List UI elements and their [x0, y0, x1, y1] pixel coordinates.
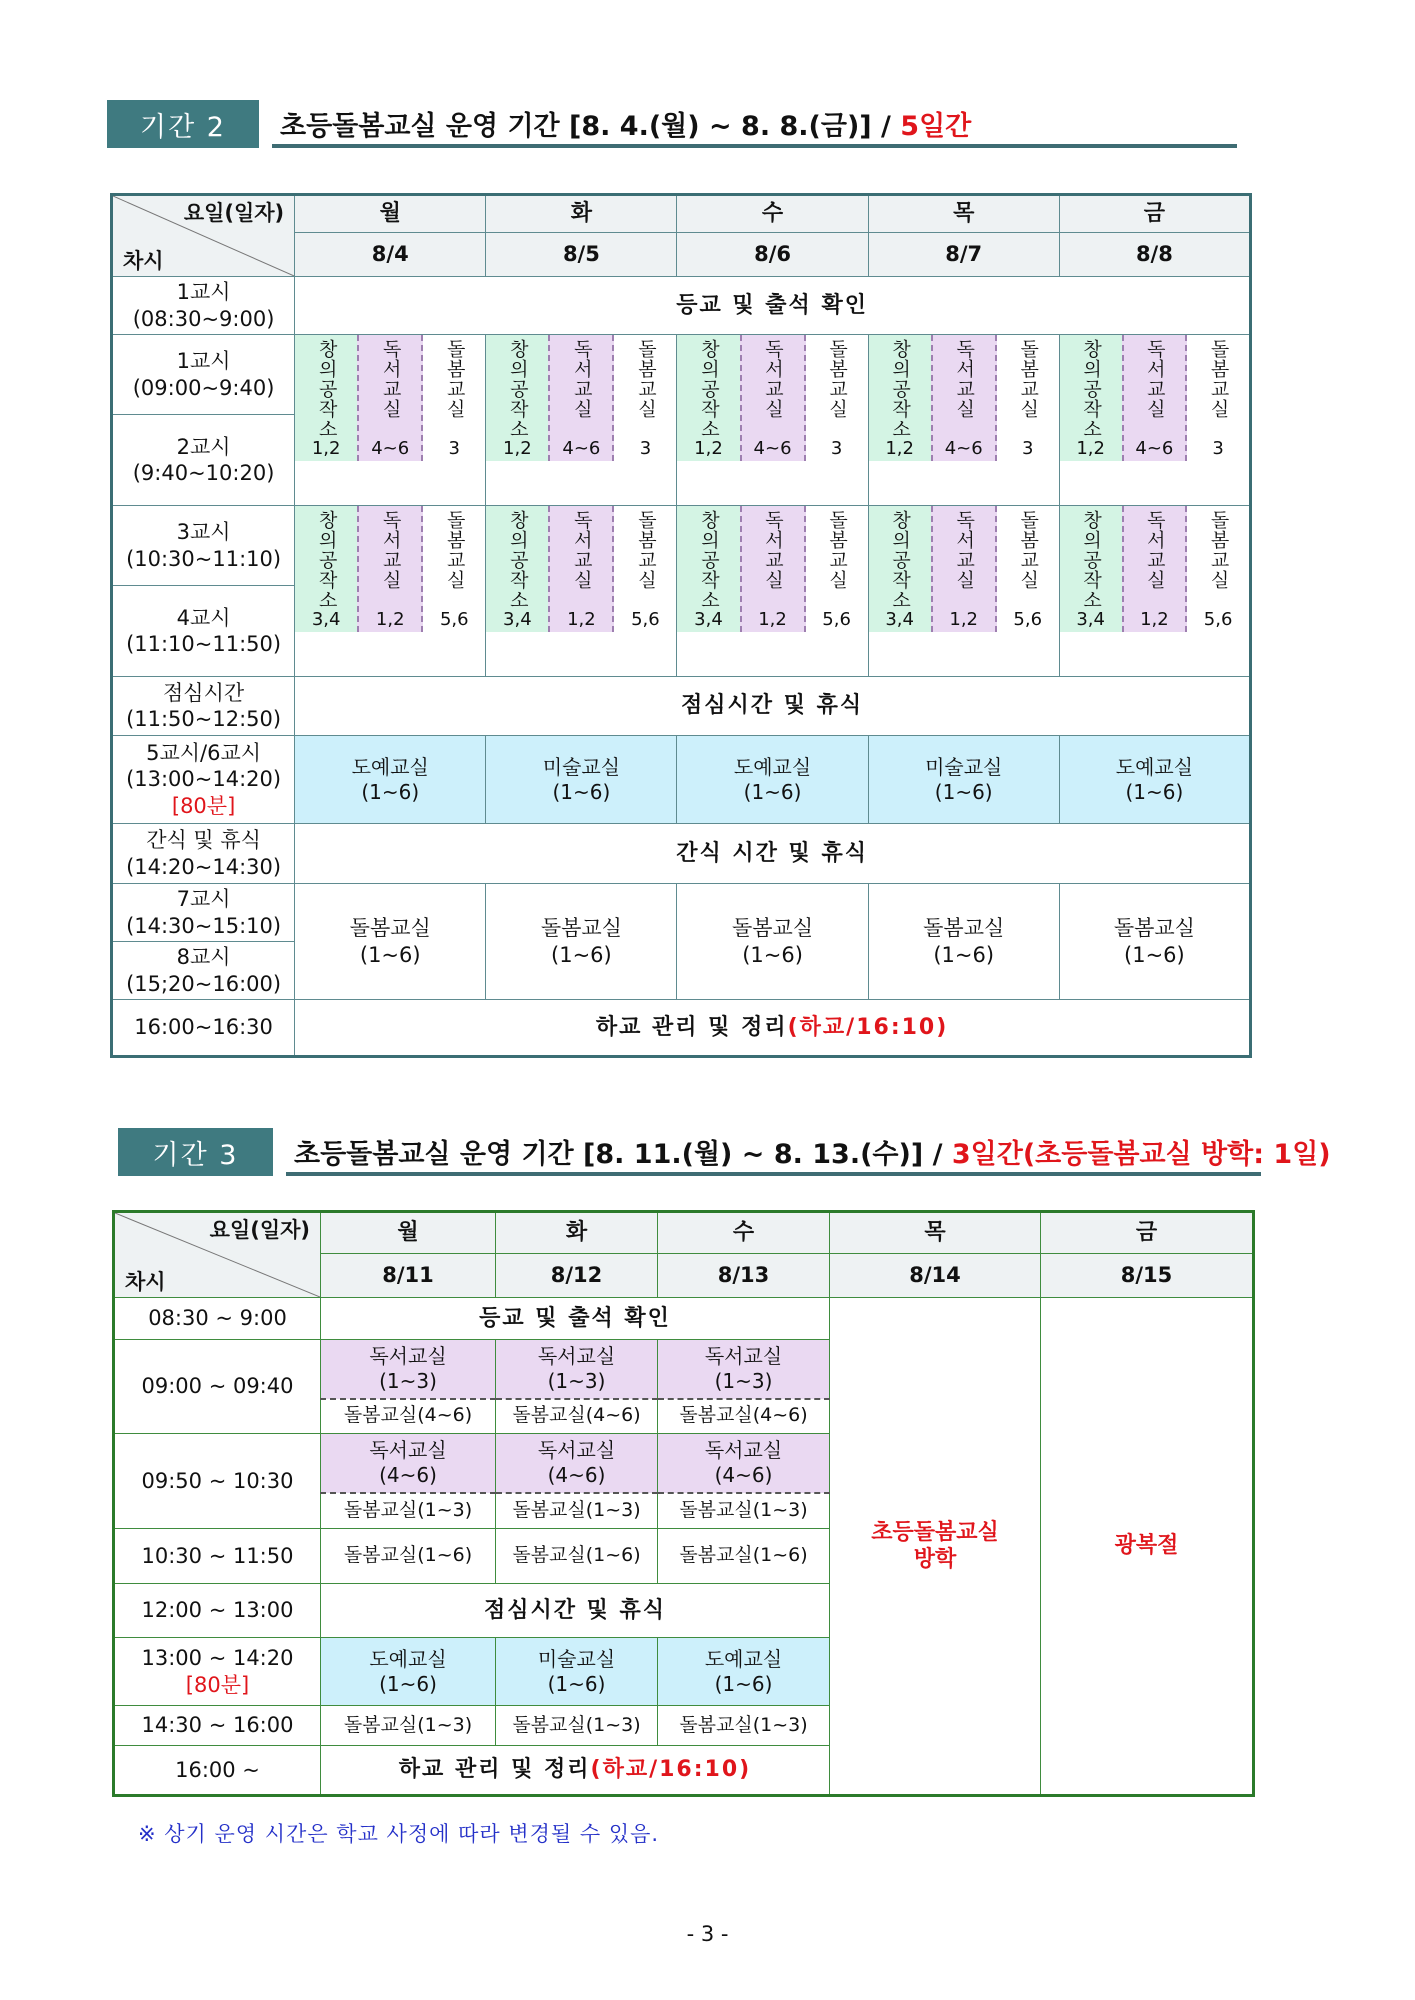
period2-corner-cell — [112, 195, 295, 277]
activity-grades: 3 — [1022, 438, 1034, 459]
holiday-text: 광복절 — [1114, 1533, 1179, 1559]
period3-title-sep: / — [923, 1139, 952, 1170]
activity-grades: 3,4 — [311, 609, 341, 630]
activity-subcolumn — [614, 506, 676, 632]
activity-name-vertical: 독서교실 — [379, 339, 402, 419]
room-grades: (1~3) — [379, 1368, 437, 1393]
row-label-period1 — [112, 335, 295, 415]
room-grades: (4~6) — [547, 1462, 606, 1487]
morning-block-b — [677, 506, 868, 677]
date-header: 8/14 — [830, 1254, 1041, 1298]
dismissal-cell — [295, 1000, 1251, 1057]
duration-label: [80분] — [185, 1672, 250, 1697]
period3-schedule-table — [112, 1210, 1255, 1797]
activity-grades: 3 — [639, 438, 652, 459]
care-room-cell: 돌봄교실(4~6) — [321, 1399, 496, 1434]
room-name: 미술교실 — [537, 1646, 616, 1671]
row-label-snack — [112, 824, 295, 884]
period2-underline — [272, 144, 1237, 148]
activity-grades: 3,4 — [885, 609, 914, 630]
row-label-period5-6 — [112, 736, 295, 824]
period3-header — [118, 1128, 1331, 1176]
row-label-dismissal: 16:00~16:30 — [112, 1000, 295, 1057]
activity-grades: 1,2 — [503, 438, 532, 459]
activity-name-vertical: 창의공작소 — [506, 339, 529, 439]
afternoon-room-cell — [295, 736, 486, 824]
period3-days: 3일간(초등돌봄교실 방학: 1일) — [951, 1139, 1331, 1170]
activity-grades: 4~6 — [944, 438, 983, 459]
activity-grades: 3 — [1212, 438, 1224, 459]
label-line: 2교시 — [176, 434, 231, 459]
activity-name-vertical: 독서교실 — [1143, 510, 1166, 590]
afternoon-room-cell — [868, 736, 1059, 824]
room-grades: (4~6) — [379, 1462, 437, 1487]
activity-subcolumn — [423, 335, 485, 461]
label-line: 1교시 — [176, 349, 231, 374]
room-name: 도예교실 — [733, 754, 812, 779]
date-header: 8/6 — [677, 233, 868, 277]
activity-subcolumn — [740, 335, 806, 461]
subcolumn-group — [677, 506, 867, 632]
date-header: 8/13 — [658, 1254, 830, 1298]
activity-grades: 1,2 — [375, 609, 405, 630]
activity-subcolumn — [423, 506, 485, 632]
room-name: 독서교실 — [369, 1437, 447, 1462]
activity-grades: 5,6 — [631, 609, 660, 630]
room-grades: (1~6) — [1124, 942, 1185, 967]
weekday-header: 월 — [321, 1212, 496, 1254]
row-label-period4 — [112, 586, 295, 677]
room-grades: (4~6) — [714, 1462, 773, 1487]
afternoon-room-cell — [486, 736, 677, 824]
activity-name-vertical: 돌봄교실 — [634, 510, 657, 590]
activity-grades: 4~6 — [562, 438, 601, 459]
subcolumn-group — [869, 335, 1059, 461]
room-grades: (1~6) — [361, 779, 420, 804]
morning-block-b — [1059, 506, 1250, 677]
room-name: 돌봄교실 — [540, 916, 622, 941]
subcolumn-group — [295, 335, 485, 461]
activity-grades: 1,2 — [1076, 438, 1105, 459]
thursday-break-cell — [830, 1298, 1041, 1796]
duration-label: [80분] — [171, 793, 236, 818]
period3-title-text: 초등돌봄교실 운영 기간 [8. 11.(월) ~ 8. 13.(수)] — [294, 1139, 924, 1170]
activity-subcolumn — [1122, 506, 1188, 632]
activity-name-vertical: 돌봄교실 — [826, 339, 849, 419]
activity-grades: 4~6 — [371, 438, 410, 459]
activity-grades: 5,6 — [1013, 609, 1043, 630]
activity-name-vertical: 독서교실 — [570, 510, 593, 590]
room-name: 독서교실 — [537, 1437, 616, 1462]
activity-subcolumn — [295, 506, 357, 632]
room-grades: (1~6) — [359, 942, 421, 967]
weekday-header: 금 — [1041, 1212, 1254, 1254]
activity-grades: 1,2 — [758, 609, 787, 630]
period2-header — [107, 100, 1237, 148]
activity-grades: 1,2 — [694, 438, 723, 459]
activity-subcolumn — [357, 506, 423, 632]
dismissal-cell — [321, 1746, 830, 1796]
room-name: 도예교실 — [351, 754, 429, 779]
subcolumn-group — [1060, 335, 1249, 461]
room-grades: (1~6) — [547, 1671, 606, 1696]
activity-name-vertical: 돌봄교실 — [1017, 339, 1040, 419]
activity-grades: 5,6 — [1203, 609, 1233, 630]
lunch-cell: 점심시간 및 휴식 — [295, 677, 1251, 736]
room-name: 미술교실 — [925, 754, 1003, 779]
room-grades: (1~3) — [714, 1368, 773, 1393]
label-line: (9:40~10:20) — [132, 461, 275, 485]
activity-name-vertical: 독서교실 — [953, 510, 976, 590]
row-label-lunch — [112, 677, 295, 736]
morning-block-b — [486, 506, 677, 677]
care-room-cell: 돌봄교실(4~6) — [658, 1399, 830, 1434]
row-label-period2 — [112, 415, 295, 506]
label-line: (14:20~14:30) — [126, 854, 282, 879]
activity-name-vertical: 창의공작소 — [315, 339, 338, 439]
activity-subcolumn — [295, 335, 357, 461]
room-name: 독서교실 — [704, 1343, 783, 1368]
dismissal-text: 하교 관리 및 정리 — [595, 1014, 788, 1040]
activity-name-vertical: 돌봄교실 — [1207, 339, 1230, 419]
label-line: (11:10~11:50) — [126, 632, 282, 656]
care-room-cell — [868, 884, 1059, 1000]
activity-subcolumn — [997, 335, 1059, 461]
activity-grades: 1,2 — [1140, 609, 1169, 630]
date-header: 8/5 — [486, 233, 677, 277]
care-room-cell — [1059, 884, 1250, 1000]
room-name: 도예교실 — [1115, 754, 1194, 779]
activity-subcolumn — [806, 335, 868, 461]
weekday-header: 목 — [830, 1212, 1041, 1254]
period2-days: 5일간 — [900, 111, 972, 142]
room-grades: (1~6) — [933, 942, 995, 967]
label-line: (11:50~12:50) — [126, 707, 282, 731]
dismissal-text: 하교 관리 및 정리 — [398, 1757, 591, 1783]
label-line: 13:00 ~ 14:20 — [141, 1646, 294, 1671]
label-line: 1교시 — [176, 280, 231, 305]
afternoon-room-cell — [496, 1638, 658, 1706]
care-room-cell: 돌봄교실(1~3) — [496, 1706, 658, 1746]
activity-name-vertical: 독서교실 — [953, 339, 976, 419]
care-room-cell: 돌봄교실(1~3) — [658, 1493, 830, 1529]
subcolumn-group — [869, 506, 1059, 632]
room-grades: (1~3) — [547, 1368, 606, 1393]
activity-subcolumn — [614, 335, 676, 461]
activity-name-vertical: 돌봄교실 — [1017, 510, 1040, 590]
label-line: 4교시 — [176, 605, 231, 630]
period2-title-sep: / — [871, 111, 901, 142]
activity-subcolumn — [548, 506, 614, 632]
activity-name-vertical: 돌봄교실 — [443, 339, 466, 419]
activity-subcolumn — [357, 335, 423, 461]
label-line: (13:00~14:20) — [126, 767, 282, 792]
activity-grades: 1,2 — [885, 438, 914, 459]
subcolumn-group — [486, 335, 676, 461]
weekday-header: 금 — [1059, 195, 1250, 233]
row-label-0900: 09:00 ~ 09:40 — [114, 1340, 321, 1434]
period2-title — [280, 104, 971, 143]
subcolumn-group — [677, 335, 867, 461]
care-room-cell: 돌봄교실(1~3) — [321, 1493, 496, 1529]
activity-grades: 4~6 — [1135, 438, 1174, 459]
room-grades: (1~6) — [934, 779, 993, 804]
room-name: 돌봄교실 — [731, 916, 814, 941]
activity-subcolumn — [740, 506, 806, 632]
dismissal-time: (하교/16:10) — [787, 1014, 949, 1040]
activity-grades: 3 — [448, 438, 460, 459]
activity-subcolumn — [997, 506, 1059, 632]
activity-subcolumn — [548, 335, 614, 461]
care-room-cell: 돌봄교실(4~6) — [496, 1399, 658, 1434]
activity-subcolumn — [486, 506, 548, 632]
activity-name-vertical: 독서교실 — [1143, 339, 1166, 419]
activity-subcolumn — [1060, 506, 1122, 632]
activity-name-vertical: 독서교실 — [761, 339, 784, 419]
activity-name-vertical: 창의공작소 — [697, 510, 720, 610]
activity-grades: 3 — [830, 438, 843, 459]
reading-room-cell — [658, 1434, 830, 1493]
morning-block-b — [868, 506, 1059, 677]
activity-name-vertical: 창의공작소 — [889, 339, 912, 439]
activity-name-vertical: 창의공작소 — [506, 510, 529, 610]
activity-name-vertical: 독서교실 — [761, 510, 784, 590]
period2-schedule-table — [110, 193, 1252, 1058]
activity-name-vertical: 돌봄교실 — [634, 339, 657, 419]
date-header: 8/8 — [1059, 233, 1250, 277]
row-label-1030: 10:30 ~ 11:50 — [114, 1529, 321, 1584]
activity-subcolumn — [1122, 335, 1188, 461]
activity-subcolumn — [806, 506, 868, 632]
reading-room-cell — [496, 1340, 658, 1399]
room-grades: (1~6) — [714, 1671, 773, 1696]
period3-underline — [286, 1172, 1261, 1176]
room-grades: (1~6) — [379, 1671, 437, 1696]
subcolumn-group — [486, 506, 676, 632]
date-header: 8/7 — [868, 233, 1059, 277]
activity-subcolumn — [486, 335, 548, 461]
room-grades: (1~6) — [743, 779, 802, 804]
room-name: 돌봄교실 — [349, 916, 431, 941]
room-name: 독서교실 — [369, 1343, 447, 1368]
afternoon-room-cell — [677, 736, 868, 824]
schedule-change-note: ※ 상기 운영 시간은 학교 사정에 따라 변경될 수 있음. — [138, 1822, 660, 1846]
room-name: 돌봄교실 — [1113, 916, 1195, 941]
page-number: - 3 - — [686, 1922, 729, 1946]
room-grades: (1~6) — [1125, 779, 1184, 804]
label-line: 점심시간 — [163, 680, 245, 705]
dismissal-time: (하교/16:10) — [590, 1757, 752, 1783]
room-grades: (1~6) — [742, 942, 803, 967]
break-text: 초등돌봄교실 — [871, 1519, 999, 1545]
care-room-cell — [486, 884, 677, 1000]
date-header: 8/11 — [321, 1254, 496, 1298]
activity-name-vertical: 창의공작소 — [315, 510, 338, 610]
row-label-arrival — [112, 277, 295, 335]
room-grades: (1~6) — [551, 942, 612, 967]
row-label-period3 — [112, 506, 295, 586]
care-room-cell: 돌봄교실(1~6) — [321, 1529, 496, 1584]
room-name: 독서교실 — [704, 1437, 783, 1462]
reading-room-cell — [658, 1340, 830, 1399]
activity-grades: 3,4 — [694, 609, 723, 630]
weekday-header: 목 — [868, 195, 1059, 233]
activity-subcolumn — [677, 506, 739, 632]
room-name: 도예교실 — [369, 1646, 447, 1671]
period2-title-text: 초등돌봄교실 운영 기간 [8. 4.(월) ~ 8. 8.(금)] — [280, 111, 872, 142]
room-name: 미술교실 — [542, 754, 621, 779]
activity-name-vertical: 창의공작소 — [889, 510, 912, 610]
row-label-arrival: 08:30 ~ 9:00 — [114, 1298, 321, 1340]
care-room-cell: 돌봄교실(1~6) — [496, 1529, 658, 1584]
morning-block-a — [677, 335, 868, 506]
afternoon-room-cell — [658, 1638, 830, 1706]
friday-holiday-cell — [1041, 1298, 1254, 1796]
morning-block-a — [486, 335, 677, 506]
label-line: (08:30~9:00) — [132, 306, 275, 331]
arrival-check-cell: 등교 및 출석 확인 — [321, 1298, 830, 1340]
activity-name-vertical: 돌봄교실 — [826, 510, 849, 590]
activity-subcolumn — [869, 335, 931, 461]
period2-tag: 기간 2 — [107, 100, 259, 148]
row-label-period8 — [112, 942, 295, 1000]
care-room-cell: 돌봄교실(1~3) — [658, 1706, 830, 1746]
activity-name-vertical: 독서교실 — [379, 510, 402, 590]
period3-tag: 기간 3 — [118, 1128, 273, 1176]
activity-grades: 1,2 — [949, 609, 979, 630]
care-room-cell: 돌봄교실(1~3) — [321, 1706, 496, 1746]
row-label-period7 — [112, 884, 295, 942]
weekday-header: 수 — [677, 195, 868, 233]
activity-subcolumn — [931, 335, 997, 461]
corner-period-label: 차시 — [123, 248, 164, 273]
snack-cell: 간식 시간 및 휴식 — [295, 824, 1251, 884]
activity-subcolumn — [869, 506, 931, 632]
reading-room-cell — [321, 1434, 496, 1493]
lunch-cell: 점심시간 및 휴식 — [321, 1584, 830, 1638]
activity-grades: 3,4 — [1076, 609, 1105, 630]
label-line: (15;20~16:00) — [126, 971, 282, 996]
date-header: 8/15 — [1041, 1254, 1254, 1298]
activity-subcolumn — [931, 506, 997, 632]
morning-block-b — [295, 506, 486, 677]
label-line: 3교시 — [176, 520, 231, 545]
morning-block-a — [295, 335, 486, 506]
room-name: 돌봄교실 — [923, 916, 1005, 941]
label-line: 8교시 — [176, 945, 231, 970]
room-name: 도예교실 — [704, 1646, 783, 1671]
afternoon-room-cell — [1059, 736, 1250, 824]
weekday-header: 화 — [496, 1212, 658, 1254]
room-grades: (1~6) — [552, 779, 611, 804]
activity-name-vertical: 창의공작소 — [1080, 510, 1103, 610]
activity-name-vertical: 독서교실 — [570, 339, 593, 419]
label-line: 7교시 — [176, 887, 231, 912]
label-line: (09:00~9:40) — [132, 375, 275, 400]
break-text: 방학 — [913, 1547, 957, 1572]
reading-room-cell — [496, 1434, 658, 1493]
subcolumn-group — [1060, 506, 1249, 632]
label-line: (10:30~11:10) — [126, 546, 282, 571]
subcolumn-group — [295, 506, 485, 632]
row-label-1430: 14:30 ~ 16:00 — [114, 1706, 321, 1746]
morning-block-a — [1059, 335, 1250, 506]
activity-subcolumn — [677, 335, 739, 461]
activity-name-vertical: 창의공작소 — [1080, 339, 1103, 439]
label-line: 5교시/6교시 — [146, 741, 262, 766]
period3-corner-cell — [114, 1212, 321, 1298]
date-header: 8/12 — [496, 1254, 658, 1298]
care-room-cell: 돌봄교실(1~3) — [496, 1493, 658, 1529]
label-line: 간식 및 휴식 — [146, 828, 261, 853]
label-line: (14:30~15:10) — [126, 913, 282, 938]
weekday-header: 화 — [486, 195, 677, 233]
corner-period-label: 차시 — [125, 1269, 166, 1294]
period3-title — [294, 1132, 1331, 1171]
morning-block-a — [868, 335, 1059, 506]
activity-grades: 1,2 — [311, 438, 341, 459]
activity-grades: 3,4 — [503, 609, 532, 630]
row-label-0950: 09:50 ~ 10:30 — [114, 1434, 321, 1529]
room-name: 독서교실 — [537, 1343, 616, 1368]
activity-name-vertical: 창의공작소 — [697, 339, 720, 439]
afternoon-room-cell — [321, 1638, 496, 1706]
activity-name-vertical: 돌봄교실 — [443, 510, 466, 590]
corner-weekday-label: 요일(일자) — [209, 1218, 310, 1242]
weekday-header: 수 — [658, 1212, 830, 1254]
care-room-cell: 돌봄교실(1~6) — [658, 1529, 830, 1584]
activity-grades: 5,6 — [439, 609, 469, 630]
activity-subcolumn — [1187, 506, 1249, 632]
weekday-header: 월 — [295, 195, 486, 233]
date-header: 8/4 — [295, 233, 486, 277]
care-room-cell — [677, 884, 868, 1000]
row-label-dismissal: 16:00 ~ — [114, 1746, 321, 1796]
row-label-lunch: 12:00 ~ 13:00 — [114, 1584, 321, 1638]
activity-grades: 1,2 — [567, 609, 596, 630]
corner-weekday-label: 요일(일자) — [183, 201, 285, 225]
activity-grades: 4~6 — [753, 438, 792, 459]
arrival-check-cell: 등교 및 출석 확인 — [295, 277, 1251, 335]
activity-subcolumn — [1060, 335, 1122, 461]
care-room-cell — [295, 884, 486, 1000]
activity-grades: 5,6 — [822, 609, 851, 630]
activity-name-vertical: 돌봄교실 — [1207, 510, 1230, 590]
row-label-1300 — [114, 1638, 321, 1706]
reading-room-cell — [321, 1340, 496, 1399]
activity-subcolumn — [1187, 335, 1249, 461]
